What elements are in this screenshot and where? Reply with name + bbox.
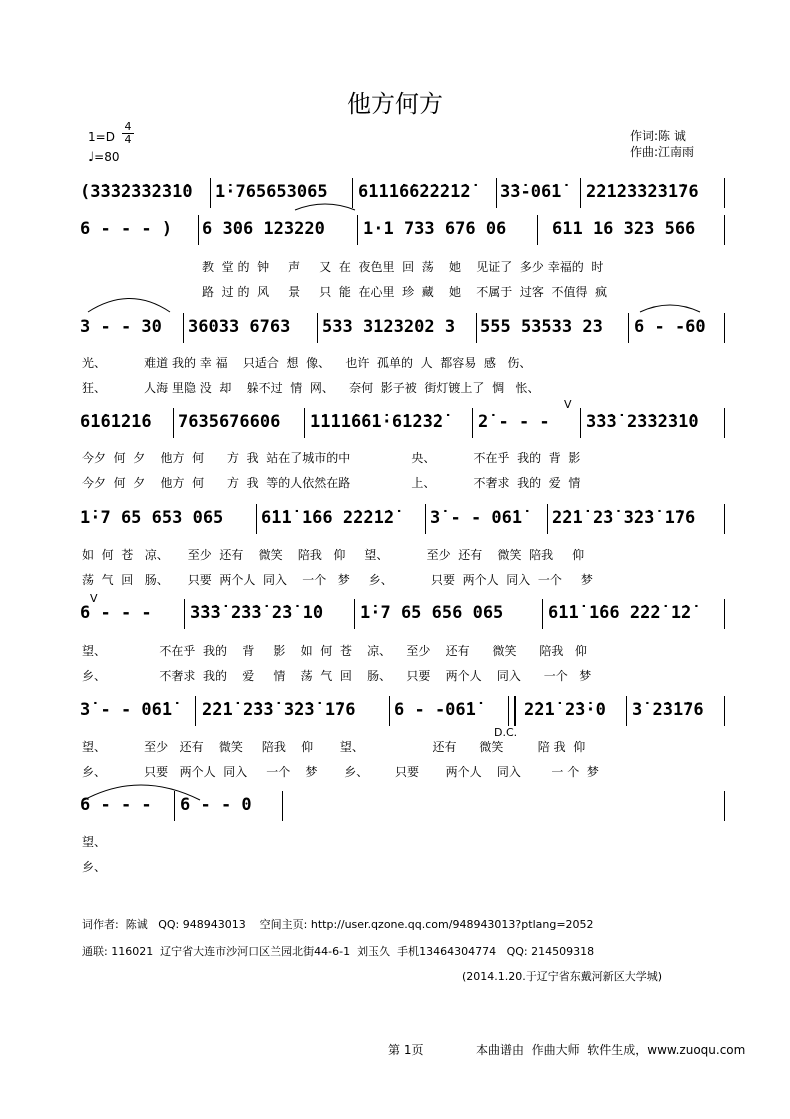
measure: 1̇1̇1̇1̇6̇6̇1̇·6̇1̇2̇3̇2̇: [310, 412, 444, 432]
footer-author-line: 词作者: 陈诚 QQ: 948943013 空间主页: http://user.qzone.qq.com/948943013?ptlang=2052: [82, 918, 594, 931]
measure: 3 - - 30: [80, 317, 162, 337]
lyric-line: 光、 难道 我的 幸 福 只适合 想 像、 也许 孤单的 人 都容易 感 伤、: [82, 356, 532, 370]
lyric-line: 乡、 不奢求 我的 爱 情 荡 气 回 肠、 只要 两个人 同入 一个 梦: [82, 669, 592, 683]
measure: 3̇ 2̇3̇1̇76: [632, 700, 704, 720]
measure: 3̇3̇3̇ 2̇3̇3̇ 2̇3̇ 1̇0: [190, 603, 324, 623]
measure: 3̇3̇-06̇1̇: [500, 182, 562, 202]
measure: 2̇2̇1̇2̇3̇3̇2̇3̇1̇76: [586, 182, 699, 202]
measure: 3̇3̇3̇ 2̇3̇3̇2̇3̇1̇0: [586, 412, 699, 432]
measure: 6̇1̇1̇ 1̇66 2̇2̇2̇ 1̇2̇: [548, 603, 692, 623]
measure: 3̇ - - 06̇1̇: [80, 700, 173, 720]
lyric-line: 狂、 人海 里隐 没 却 躲不过 情 网、 奈何 影子被 街灯镀上了 惆 怅、: [82, 381, 540, 395]
footer-contact-line: 通联: 116021 辽宁省大连市沙河口区兰园北街44-6-1 刘玉久 手机13464304774 QQ: 214509318: [82, 945, 595, 958]
measure: 1·1 733 676 06: [363, 219, 507, 239]
composer: 作曲:江南雨: [630, 145, 695, 159]
lyric-line: 教 堂 的 钟 声 又 在 夜色里 回 荡 她 见证了 多少 幸福的 时: [202, 260, 604, 274]
measure: 533 3123202 3: [322, 317, 456, 337]
measure: (3̇3̇3̇2̇3̇3̇2̇3̇1̇0: [80, 182, 193, 202]
measure: 1̇·7 65 656 065: [360, 603, 504, 623]
measure: 6 - - - ): [80, 219, 173, 239]
lyric-line: 乡、 只要 两个人 同入 一个 梦 乡、 只要 两个人 同入 一 个 梦: [82, 765, 599, 779]
measure: 2̇2̇1̇ 2̇3̇·0: [524, 700, 606, 720]
measure: 6 - - -: [80, 795, 152, 815]
measure: 1̇·765653065: [215, 182, 328, 202]
song-title: 他方何方: [347, 90, 443, 118]
quarter-note-icon: ♩: [88, 150, 95, 165]
lyric-line: 望、 至少 还有 微笑 陪我 仰 望、 还有 微笑 陪 我 仰: [82, 740, 586, 754]
breath-mark: V: [564, 398, 572, 411]
time-sig-bottom: 4: [124, 133, 132, 146]
measure: 6 306 123220: [202, 219, 325, 239]
page-number: 第 1页: [388, 1043, 424, 1057]
lyric-line: 今夕 何 夕 他方 何 方 我 等的人依然在路 上、 不奢求 我的 爱 情: [82, 476, 581, 490]
measure: 2̇2̇1̇ 2̇3̇3̇ 3̇2̇3̇ 1̇76: [202, 700, 356, 720]
measure: 6 - - -: [80, 603, 152, 623]
lyric-line: 乡、: [82, 860, 107, 874]
time-sig-top: 4: [122, 121, 134, 134]
lyricist: 作词:陈 诚: [630, 129, 686, 143]
measure: 2̇2̇1̇ 2̇3̇ 3̇2̇3̇ 1̇76: [552, 508, 696, 528]
measure: 611 16 323 566: [552, 219, 696, 239]
measure: 555 53533 23: [480, 317, 603, 337]
breath-mark: V: [90, 592, 98, 605]
footer-date-line: (2014.1.20.于辽宁省东戴河新区大学城): [462, 970, 663, 983]
generator-note: 本曲谱由 作曲大师 软件生成，www.zuoqu.com: [476, 1043, 746, 1057]
tempo-value: =80: [94, 150, 120, 164]
measure: 6 - - 0: [180, 795, 252, 815]
measure: 6 - -06̇1̇: [394, 700, 476, 720]
lyric-line: 荡 气 回 肠、 只要 两个人 同入 一个 梦 乡、 只要 两个人 同入 一个 梦: [82, 573, 593, 587]
dc-marking: D.C.: [494, 726, 518, 739]
measure: 6̇1̇6̇1̇2̇1̇6: [80, 412, 152, 432]
measure: 36033 6763: [188, 317, 291, 337]
measure: 6 - -60: [634, 317, 706, 337]
measure: 2̇ - - -: [478, 412, 550, 432]
lyric-line: 望、 不在乎 我的 背 影 如 何 苍 凉、 至少 还有 微笑 陪我 仰: [82, 644, 587, 658]
key-signature: 1=D: [88, 130, 115, 144]
measure: 6̇1̇1̇1̇6̇6̇2̇2̇2̇1̇2̇: [358, 182, 471, 202]
lyric-line: 望、: [82, 835, 107, 849]
measure: 1̇·7 65 653 065: [80, 508, 224, 528]
measure: 3̇ - - 06̇1̇: [430, 508, 523, 528]
lyric-line: 今夕 何 夕 他方 何 方 我 站在了城市的中 央、 不在乎 我的 背 影: [82, 451, 581, 465]
measure: 6̇1̇1̇ 1̇66 2̇2̇2̇1̇2̇: [261, 508, 395, 528]
lyric-line: 如 何 苍 凉、 至少 还有 微笑 陪我 仰 望、 至少 还有 微笑 陪我 仰: [82, 548, 585, 562]
lyric-line: 路 过 的 风 景 只 能 在心里 珍 藏 她 不属于 过客 不值得 疯: [202, 285, 608, 299]
measure: 7635676606: [178, 412, 281, 432]
